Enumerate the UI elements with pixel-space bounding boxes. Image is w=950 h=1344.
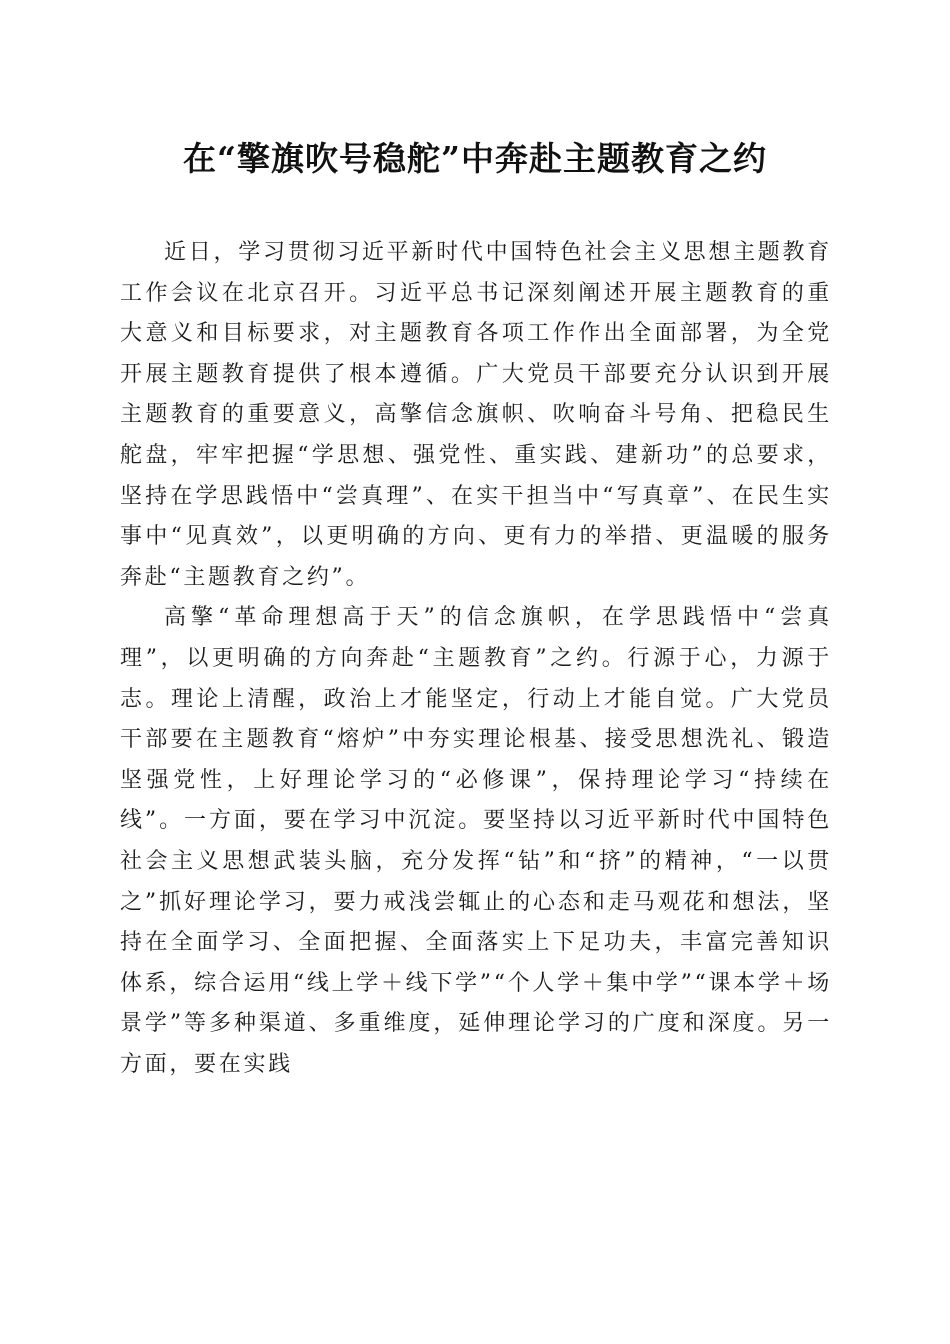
document-title: 在“擎旗吹号稳舵”中奔赴主题教育之约 bbox=[183, 139, 767, 178]
paragraph-1: 近日，学习贯彻习近平新时代中国特色社会主义思想主题教育工作会议在北京召开。习近平总书记深刻阐述开展主题教育的重大意义和目标要求，对主题教育各项工作作出全面部署，为全党开展主题教育提供了根本遵循。广大党员干部要充分认识到开展主题教育的重要意义，高擎信念旗帜、吹响奋斗号角、把稳民生舵盘，牢牢把握“学思想、强党性、重实践、建新功”的总要求，坚持在学思践悟中“尝真理”、在实干担当中“写真章”、在民生实事中“见真效”，以更明确的方向、更有力的举措、更温暖的服务奔赴“主题教育之约”。 bbox=[120, 240, 832, 590]
paragraph-2: 高擎“革命理想高于天”的信念旗帜，在学思践悟中“尝真理”，以更明确的方向奔赴“主题教育”之约。行源于心，力源于志。理论上清醒，政治上才能坚定，行动上才能自觉。广大党员干部要在主题教育“熔炉”中夯实理论根基、接受思想洗礼、锻造坚强党性，上好理论学习的“必修课”，保持理论学习“持续在线”。一方面，要在学习中沉淀。要坚持以习近平新时代中国特色社会主义思想武装头脑，充分发挥“钻”和“挤”的精神，“一以贯之”抓好理论学习，要力戒浅尝辄止的心态和走马观花和想法，坚持在全面学习、全面把握、全面落实上下足功夫，丰富完善知识体系，综合运用“线上学＋线下学”“个人学＋集中学”“课本学＋场景学”等多种渠道、多重维度，延伸理论学习的广度和深度。另一方面，要在实践 bbox=[120, 605, 832, 1077]
document-body bbox=[120, 233, 832, 1085]
